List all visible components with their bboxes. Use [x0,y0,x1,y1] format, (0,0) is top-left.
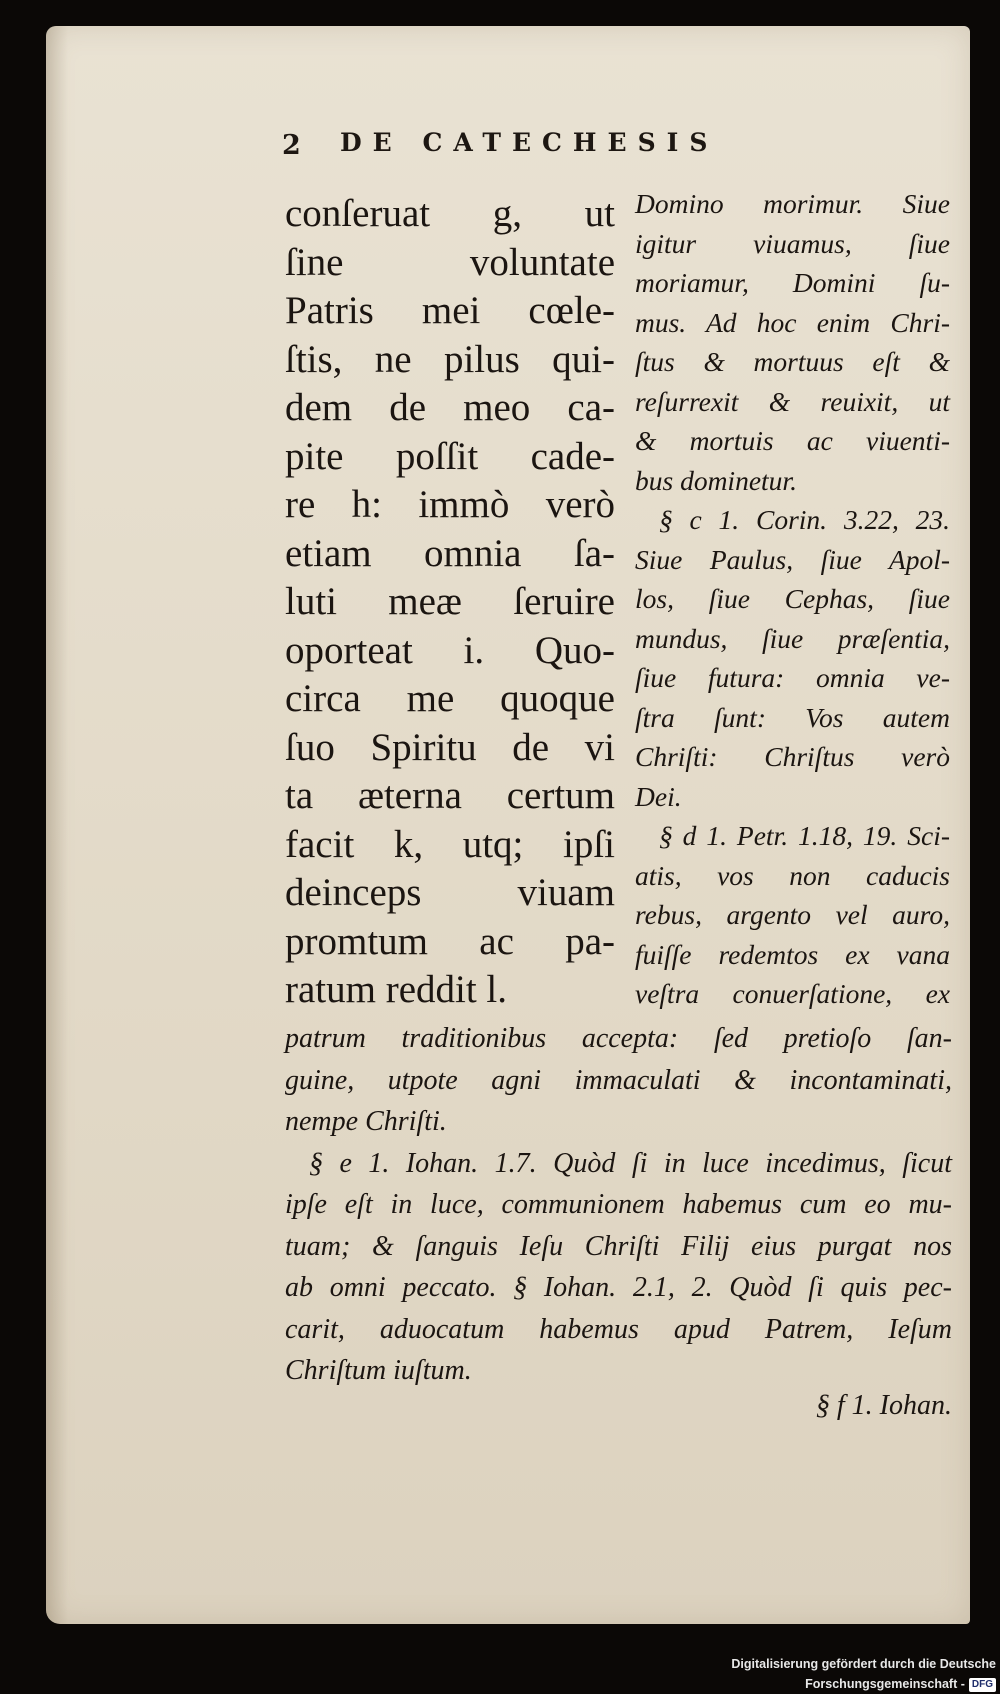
full-width-notes [285,1018,952,1392]
note-line: igitur viuamus, ſiue [635,227,950,259]
note-line: Dei. [635,780,682,812]
page-number: 2 [282,130,301,161]
note-line: Chriſtum iuſtum. [285,1355,472,1386]
note-line: veſtra conuerſatione, ex [635,978,950,1009]
page-gutter-shadow [46,26,68,1624]
text-line: ſine voluntate [285,240,615,284]
note-line: Domino morimur. Siue [635,188,950,219]
text-line: ratum reddit l. [285,968,508,1011]
note-line: ſtra ſunt: Vos autem [635,701,950,733]
note-reference: § e 1. Iohan. 1.7. Quòd ſi in luce incedimus, ſicut [309,1147,952,1179]
running-title-text: DE CATECHESIS [340,128,719,157]
left-text-column [285,190,615,1015]
note-line: ab omni peccato. § Iohan. 2.1, 2. Quòd ſi quis pec- [285,1272,952,1303]
note-line: ſiue futura: omnia ve- [635,662,950,693]
note-line: los, ſiue Cephas, ſiue [635,583,950,614]
digitization-credit-bar [580,1654,1000,1691]
note-line: fuiſſe redemtos ex vana [635,938,950,970]
note-line: guine, utpote agni immaculati & incontaminati, [285,1064,952,1096]
text-line: facit k, utq; ipſi [285,822,615,866]
running-title [280,128,800,157]
note-line: mus. Ad hoc enim Chri- [635,306,950,338]
text-line: re h: immò verò [285,483,615,526]
note-line: rebus, argento vel auro, [635,899,950,930]
text-line: ta æterna certum [285,774,615,817]
note-line: atis, vos non caducis [635,859,950,891]
text-line: conſeruat g, ut [285,192,615,235]
note-line: nempe Chriſti. [285,1106,447,1137]
text-line: pite poſſit cade- [285,434,615,478]
note-line: moriamur, Domini ſu- [635,267,950,298]
note-line: & mortuis ac viuenti- [635,425,950,456]
note-reference: § c 1. Corin. 3.22, 23. [659,504,950,535]
dfg-logo: DFG [969,1678,996,1692]
text-line: circa me quoque [285,677,615,720]
note-line: reſurrexit & reuixit, ut [635,385,950,417]
note-line: mundus, ſiue præſentia, [635,622,950,654]
note-line: Siue Paulus, ſiue Apol- [635,543,950,575]
note-reference: § d 1. Petr. 1.18, 19. Sci- [659,820,950,851]
text-line: oporteat i. Quo- [285,628,615,672]
note-line: bus dominetur. [635,464,797,496]
note-line: carit, aduocatum habemus apud Patrem, Ieſum [285,1313,952,1345]
catchword: § f 1. Iohan. [815,1390,952,1421]
text-line: ſuo Spiritu de vi [285,725,615,769]
text-line: dem de meo ca- [285,386,615,429]
note-line: ipſe eſt in luce, communionem habemus cum eo mu- [285,1189,952,1220]
note-line: ſtus & mortuus eſt & [635,346,950,377]
text-line: promtum ac pa- [285,919,615,963]
right-notes-column [635,184,950,1014]
credit-text: Digitalisierung gefördert durch die Deutsche Forschungsgemeinschaft - [731,1657,996,1691]
note-line: patrum traditionibus accepta: ſed pretioſo ſan- [285,1023,952,1054]
text-line: etiam omnia ſa- [285,531,615,575]
note-line: Chriſti: Chriſtus verò [635,741,950,772]
text-line: ſtis, ne pilus qui- [285,337,615,381]
text-line: Patris mei cœle- [285,289,615,332]
text-line: luti meæ ſeruire [285,580,615,623]
text-line: deinceps viuam [285,871,615,914]
note-line: tuam; & ſanguis Ieſu Chriſti Filij eius purgat nos [285,1230,952,1262]
